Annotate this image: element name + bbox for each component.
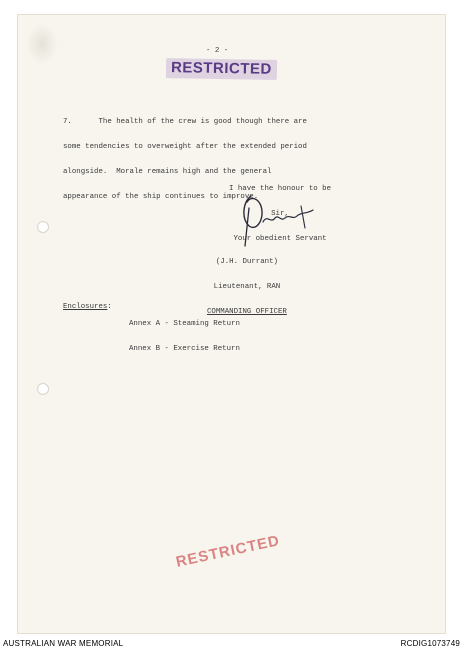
enclosure-item: Annex A - Steaming Return: [129, 319, 240, 328]
enclosures-list: [129, 303, 240, 362]
closing-line: Sir,: [271, 210, 289, 219]
closing-line: I have the honour to be: [229, 184, 332, 193]
signatory-rank: Lieutenant, RAN: [213, 283, 281, 292]
restricted-stamp-bottom: RESTRICTED: [174, 532, 282, 571]
paper-smudge: [26, 23, 58, 65]
enclosures-label: [63, 303, 112, 311]
restricted-stamp-top: RESTRICTED: [166, 58, 277, 80]
footer-record-id: RCDIG1073749: [400, 639, 460, 648]
punch-hole-bottom: [37, 383, 49, 395]
enclosures-label-text: Enclosures: [63, 303, 108, 311]
signatory-name: (J.H. Durrant): [215, 257, 278, 266]
enclosure-item: Annex B - Exercise Return: [129, 345, 240, 354]
closing-line: Your obedient Servant: [233, 235, 327, 244]
page-number: - 2 -: [206, 47, 229, 55]
paragraph-line: some tendencies to overweight after the extended period: [63, 143, 307, 152]
paragraph-line: alongside. Morale remains high and the general: [63, 168, 272, 177]
paragraph-line: appearance of the ship continues to improve.: [63, 193, 259, 202]
paragraph-line: 7. The health of the crew is good though there are: [63, 117, 307, 126]
enclosures-colon: :: [107, 303, 112, 311]
signatory-title: COMMANDING OFFICER: [207, 308, 287, 317]
footer-source: AUSTRALIAN WAR MEMORIAL: [3, 639, 124, 648]
handwritten-signature: [225, 188, 315, 248]
punch-hole-top: [37, 221, 49, 233]
